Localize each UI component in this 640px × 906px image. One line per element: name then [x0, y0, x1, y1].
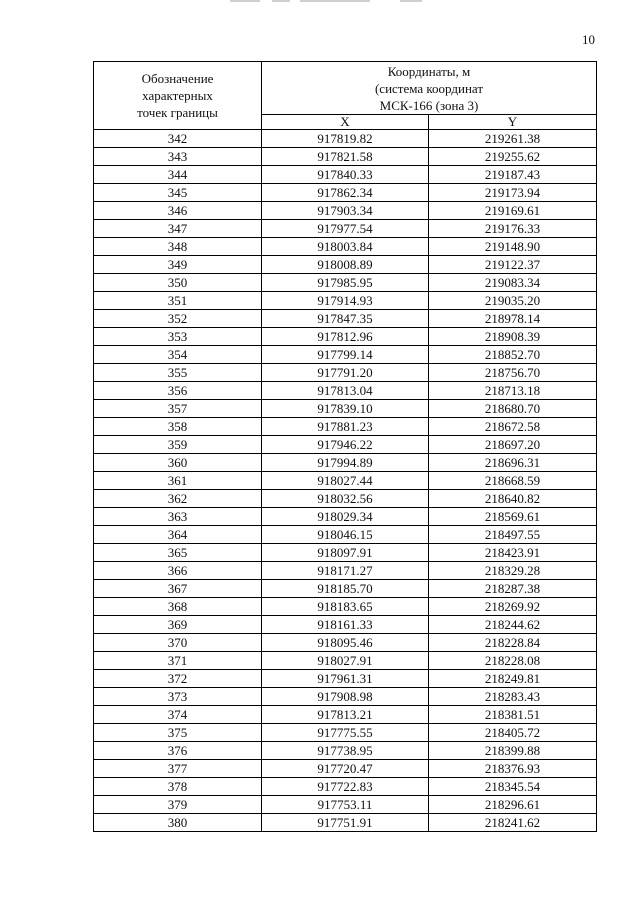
y-coordinate-cell: 218680.70 — [429, 400, 597, 418]
table-row — [94, 490, 597, 508]
x-coordinate-cell: 917819.82 — [262, 130, 429, 148]
y-coordinate-cell: 218249.81 — [429, 670, 597, 688]
table-row — [94, 184, 597, 202]
y-coordinate-cell: 218713.18 — [429, 382, 597, 400]
y-coordinate-cell: 218345.54 — [429, 778, 597, 796]
point-id-cell: 367 — [94, 580, 262, 598]
y-coordinate-cell: 219261.38 — [429, 130, 597, 148]
table-row — [94, 616, 597, 634]
page-number: 10 — [582, 32, 595, 47]
point-id-cell: 349 — [94, 256, 262, 274]
point-id-cell: 368 — [94, 598, 262, 616]
x-coordinate-cell: 917840.33 — [262, 166, 429, 184]
point-id-cell: 364 — [94, 526, 262, 544]
table-row — [94, 508, 597, 526]
y-coordinate-cell: 219176.33 — [429, 220, 597, 238]
table-row — [94, 238, 597, 256]
table-row — [94, 436, 597, 454]
table-row — [94, 400, 597, 418]
x-coordinate-cell: 918032.56 — [262, 490, 429, 508]
x-coordinate-cell: 917753.11 — [262, 796, 429, 814]
point-id-cell: 348 — [94, 238, 262, 256]
x-coordinate-cell: 918029.34 — [262, 508, 429, 526]
point-id-cell: 363 — [94, 508, 262, 526]
point-id-cell: 356 — [94, 382, 262, 400]
x-coordinate-cell: 918027.91 — [262, 652, 429, 670]
table-row — [94, 778, 597, 796]
table-row — [94, 688, 597, 706]
y-coordinate-cell: 219122.37 — [429, 256, 597, 274]
table-row — [94, 760, 597, 778]
point-id-cell: 345 — [94, 184, 262, 202]
x-coordinate-cell: 917812.96 — [262, 328, 429, 346]
x-coordinate-cell: 917908.98 — [262, 688, 429, 706]
point-id-cell: 373 — [94, 688, 262, 706]
y-coordinate-cell: 218697.20 — [429, 436, 597, 454]
x-coordinate-cell: 917946.22 — [262, 436, 429, 454]
y-coordinate-cell: 218672.58 — [429, 418, 597, 436]
table-row — [94, 220, 597, 238]
y-coordinate-cell: 218399.88 — [429, 742, 597, 760]
header-line: Обозначение — [141, 71, 214, 86]
y-coordinate-cell: 218228.08 — [429, 652, 597, 670]
y-coordinate-cell: 218283.43 — [429, 688, 597, 706]
coordinates-table — [93, 61, 597, 832]
table-row — [94, 274, 597, 292]
point-id-cell: 350 — [94, 274, 262, 292]
y-coordinate-cell: 218269.92 — [429, 598, 597, 616]
table-row — [94, 580, 597, 598]
table-row — [94, 562, 597, 580]
x-column-header: X — [262, 115, 429, 130]
table-row — [94, 382, 597, 400]
header-line: характерных — [142, 88, 213, 103]
table-row — [94, 346, 597, 364]
y-coordinate-cell: 218228.84 — [429, 634, 597, 652]
scan-artifact — [272, 0, 290, 2]
table-row — [94, 598, 597, 616]
point-id-cell: 362 — [94, 490, 262, 508]
coordinates-header — [262, 62, 597, 115]
point-id-cell: 379 — [94, 796, 262, 814]
table-row — [94, 724, 597, 742]
table-row — [94, 418, 597, 436]
x-coordinate-cell: 917720.47 — [262, 760, 429, 778]
x-coordinate-cell: 917738.95 — [262, 742, 429, 760]
header-line: (система координат — [374, 80, 484, 96]
x-coordinate-cell: 917799.14 — [262, 346, 429, 364]
x-coordinate-cell: 918161.33 — [262, 616, 429, 634]
scan-artifact — [230, 0, 260, 2]
point-id-cell: 358 — [94, 418, 262, 436]
x-coordinate-cell: 917977.54 — [262, 220, 429, 238]
header-line: МСК-166 (зона 3) — [379, 97, 479, 113]
point-id-cell: 351 — [94, 292, 262, 310]
y-coordinate-cell: 218329.28 — [429, 562, 597, 580]
table-row — [94, 742, 597, 760]
point-id-cell: 376 — [94, 742, 262, 760]
table-row — [94, 544, 597, 562]
y-coordinate-cell: 218423.91 — [429, 544, 597, 562]
x-coordinate-cell: 918185.70 — [262, 580, 429, 598]
y-coordinate-cell: 218405.72 — [429, 724, 597, 742]
y-coordinate-cell: 219255.62 — [429, 148, 597, 166]
point-designation-header — [94, 62, 262, 130]
y-coordinate-cell: 218381.51 — [429, 706, 597, 724]
table-row — [94, 292, 597, 310]
x-coordinate-cell: 917961.31 — [262, 670, 429, 688]
x-coordinate-cell: 917775.55 — [262, 724, 429, 742]
y-coordinate-cell: 218756.70 — [429, 364, 597, 382]
table-row — [94, 166, 597, 184]
table-row — [94, 472, 597, 490]
point-id-cell: 370 — [94, 634, 262, 652]
y-coordinate-cell: 218978.14 — [429, 310, 597, 328]
coordinates-body — [94, 130, 597, 832]
x-coordinate-cell: 918095.46 — [262, 634, 429, 652]
point-id-cell: 353 — [94, 328, 262, 346]
y-coordinate-cell: 218376.93 — [429, 760, 597, 778]
y-column-header: Y — [429, 115, 597, 130]
x-coordinate-cell: 917791.20 — [262, 364, 429, 382]
y-coordinate-cell: 218569.61 — [429, 508, 597, 526]
point-id-cell: 372 — [94, 670, 262, 688]
point-id-cell: 366 — [94, 562, 262, 580]
table-row — [94, 310, 597, 328]
y-coordinate-cell: 219173.94 — [429, 184, 597, 202]
x-coordinate-cell: 918097.91 — [262, 544, 429, 562]
x-coordinate-cell: 917813.04 — [262, 382, 429, 400]
point-id-cell: 361 — [94, 472, 262, 490]
table-row — [94, 328, 597, 346]
x-coordinate-cell: 917881.23 — [262, 418, 429, 436]
x-coordinate-cell: 918027.44 — [262, 472, 429, 490]
point-id-cell: 342 — [94, 130, 262, 148]
x-coordinate-cell: 917903.34 — [262, 202, 429, 220]
x-coordinate-cell: 917813.21 — [262, 706, 429, 724]
x-coordinate-cell: 917862.34 — [262, 184, 429, 202]
x-coordinate-cell: 918183.65 — [262, 598, 429, 616]
point-id-cell: 380 — [94, 814, 262, 832]
point-id-cell: 378 — [94, 778, 262, 796]
x-coordinate-cell: 917985.95 — [262, 274, 429, 292]
table-row — [94, 706, 597, 724]
point-id-cell: 377 — [94, 760, 262, 778]
x-coordinate-cell: 917722.83 — [262, 778, 429, 796]
x-coordinate-cell: 917839.10 — [262, 400, 429, 418]
table-row — [94, 796, 597, 814]
table-row — [94, 814, 597, 832]
table-row — [94, 130, 597, 148]
table-row — [94, 148, 597, 166]
point-id-cell: 374 — [94, 706, 262, 724]
point-id-cell: 371 — [94, 652, 262, 670]
y-coordinate-cell: 219169.61 — [429, 202, 597, 220]
x-coordinate-cell: 917751.91 — [262, 814, 429, 832]
table-row — [94, 526, 597, 544]
x-coordinate-cell: 917821.58 — [262, 148, 429, 166]
x-coordinate-cell: 918171.27 — [262, 562, 429, 580]
x-coordinate-cell: 918003.84 — [262, 238, 429, 256]
header-line: Координаты, м — [387, 63, 471, 79]
y-coordinate-cell: 218296.61 — [429, 796, 597, 814]
scan-artifact — [400, 0, 422, 2]
table-row — [94, 634, 597, 652]
point-id-cell: 359 — [94, 436, 262, 454]
y-coordinate-cell: 218640.82 — [429, 490, 597, 508]
x-coordinate-cell: 917847.35 — [262, 310, 429, 328]
point-id-cell: 375 — [94, 724, 262, 742]
y-coordinate-cell: 218497.55 — [429, 526, 597, 544]
point-id-cell: 354 — [94, 346, 262, 364]
y-coordinate-cell: 218908.39 — [429, 328, 597, 346]
x-coordinate-cell: 918046.15 — [262, 526, 429, 544]
point-id-cell: 344 — [94, 166, 262, 184]
y-coordinate-cell: 219083.34 — [429, 274, 597, 292]
y-coordinate-cell: 218668.59 — [429, 472, 597, 490]
y-coordinate-cell: 218241.62 — [429, 814, 597, 832]
table-row — [94, 652, 597, 670]
header-line: точек границы — [137, 105, 218, 120]
point-id-cell: 343 — [94, 148, 262, 166]
y-coordinate-cell: 218696.31 — [429, 454, 597, 472]
table-row — [94, 364, 597, 382]
x-coordinate-cell: 918008.89 — [262, 256, 429, 274]
x-coordinate-cell: 917914.93 — [262, 292, 429, 310]
table-row — [94, 256, 597, 274]
table-row — [94, 454, 597, 472]
y-coordinate-cell: 218287.38 — [429, 580, 597, 598]
y-coordinate-cell: 218244.62 — [429, 616, 597, 634]
x-coordinate-cell: 917994.89 — [262, 454, 429, 472]
table-row — [94, 202, 597, 220]
point-id-cell: 347 — [94, 220, 262, 238]
y-coordinate-cell: 219035.20 — [429, 292, 597, 310]
point-id-cell: 365 — [94, 544, 262, 562]
point-id-cell: 346 — [94, 202, 262, 220]
y-coordinate-cell: 218852.70 — [429, 346, 597, 364]
table-row — [94, 670, 597, 688]
point-id-cell: 369 — [94, 616, 262, 634]
point-id-cell: 360 — [94, 454, 262, 472]
point-id-cell: 355 — [94, 364, 262, 382]
y-coordinate-cell: 219187.43 — [429, 166, 597, 184]
point-id-cell: 357 — [94, 400, 262, 418]
point-id-cell: 352 — [94, 310, 262, 328]
y-coordinate-cell: 219148.90 — [429, 238, 597, 256]
scan-artifact — [300, 0, 370, 2]
